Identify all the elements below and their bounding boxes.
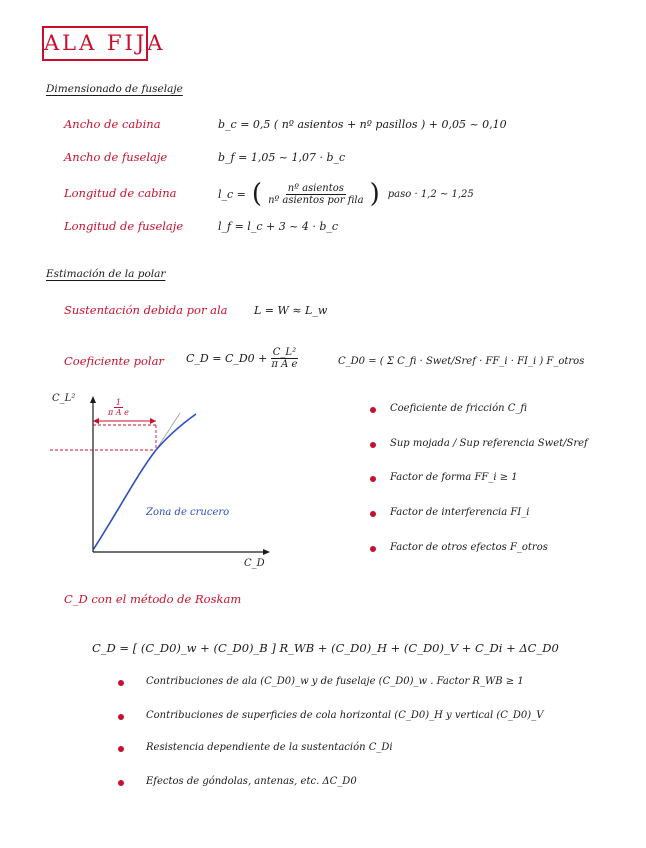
label-ancho-fuselaje: Ancho de fuselaje	[64, 150, 168, 164]
factor-item: Sup mojada / Sup referencia Swet/Sref	[390, 438, 588, 449]
label-ancho-cabina: Ancho de cabina	[64, 117, 161, 131]
slope-fraction	[106, 398, 131, 417]
y-axis-label: C_L²	[52, 393, 76, 404]
fraction-seats-den: nº asientos por fila	[268, 194, 364, 206]
bullet-icon	[118, 746, 124, 752]
factor-item: Factor de otros efectos F_otros	[390, 542, 548, 553]
section-heading-polar: Estimación de la polar	[46, 268, 166, 280]
roskam-item: Contribuciones de ala (C_D0)_w y de fuselaje (C_D0)_w . Factor R_WB ≥ 1	[146, 676, 524, 687]
formula-ancho-cabina: b_c = 0,5 ( nº asientos + nº pasillos ) + 0,05 ~ 0,10	[218, 118, 507, 131]
fraction-induced-den: π A e	[271, 359, 298, 370]
bullet-icon	[370, 442, 376, 448]
roskam-item: Contribuciones de superficies de cola horizontal (C_D0)_H y vertical (C_D0)_V	[146, 710, 544, 721]
label-longitud-fuselaje: Longitud de fuselaje	[64, 219, 184, 233]
formula-longitud-cabina	[218, 179, 474, 209]
factor-item: Coeficiente de fricción C_fi	[390, 403, 528, 414]
slope-fraction-den: π A e	[108, 408, 129, 417]
fraction-induced-num: C_L²	[272, 347, 297, 358]
label-coeficiente-polar: Coeficiente polar	[64, 354, 164, 368]
page-title: ALA FIJA	[42, 26, 148, 61]
bullet-icon	[370, 511, 376, 517]
label-sustentacion: Sustentación debida por ala	[64, 303, 228, 317]
section-heading-dimensionado: Dimensionado de fuselaje	[46, 83, 183, 95]
label-longitud-cabina: Longitud de cabina	[64, 186, 177, 200]
x-axis-label: C_D	[244, 558, 265, 569]
formula-lc-left: l_c =	[218, 187, 246, 201]
formula-lc-right: paso · 1,2 ~ 1,25	[387, 188, 474, 200]
paren-open: (	[251, 179, 263, 209]
bullet-icon	[118, 680, 124, 686]
section-heading-roskam: C_D con el método de Roskam	[64, 592, 242, 606]
bullet-icon	[118, 714, 124, 720]
tangent-line	[156, 413, 180, 450]
fraction-seats	[266, 183, 366, 206]
formula-sustentacion: L = W ≈ L_w	[254, 304, 328, 317]
region-label: Zona de crucero	[146, 507, 230, 518]
fraction-induced	[269, 347, 299, 370]
formula-roskam: C_D = [ (C_D0)_w + (C_D0)_B ] R_WB + (C_D0)_H + (C_D0)_V + C_Di + ΔC_D0	[92, 641, 559, 655]
roskam-item: Resistencia dependiente de la sustentación C_Di	[146, 742, 393, 753]
polar-curve	[93, 414, 196, 550]
slope-label	[104, 398, 133, 417]
formula-ancho-fuselaje: b_f = 1,05 ~ 1,07 · b_c	[218, 151, 346, 164]
bullet-icon	[370, 546, 376, 552]
slope-arrow-left-icon	[93, 418, 99, 424]
formula-cd0: C_D0 = ( Σ C_fi · Swet/Sref · FF_i · FI_i ) F_otros	[338, 356, 585, 367]
bullet-icon	[118, 780, 124, 786]
fraction-seats-num: nº asientos	[287, 182, 344, 194]
formula-polar-left: C_D = C_D0 +	[186, 352, 268, 365]
formula-longitud-fuselaje: l_f = l_c + 3 ~ 4 · b_c	[218, 220, 339, 233]
polar-graph	[50, 388, 280, 578]
paren-close: )	[369, 179, 380, 209]
factor-item: Factor de forma FF_i ≥ 1	[390, 472, 518, 483]
formula-polar	[186, 347, 301, 370]
x-axis-arrow-icon	[263, 549, 270, 555]
slope-arrow-right-icon	[150, 418, 156, 424]
bullet-icon	[370, 476, 376, 482]
y-axis-arrow-icon	[90, 396, 96, 403]
bullet-icon	[370, 407, 376, 413]
roskam-item: Efectos de góndolas, antenas, etc. ΔC_D0	[146, 776, 357, 787]
slope-fraction-num: 1	[115, 398, 121, 407]
factor-item: Factor de interferencia FI_i	[390, 507, 530, 518]
